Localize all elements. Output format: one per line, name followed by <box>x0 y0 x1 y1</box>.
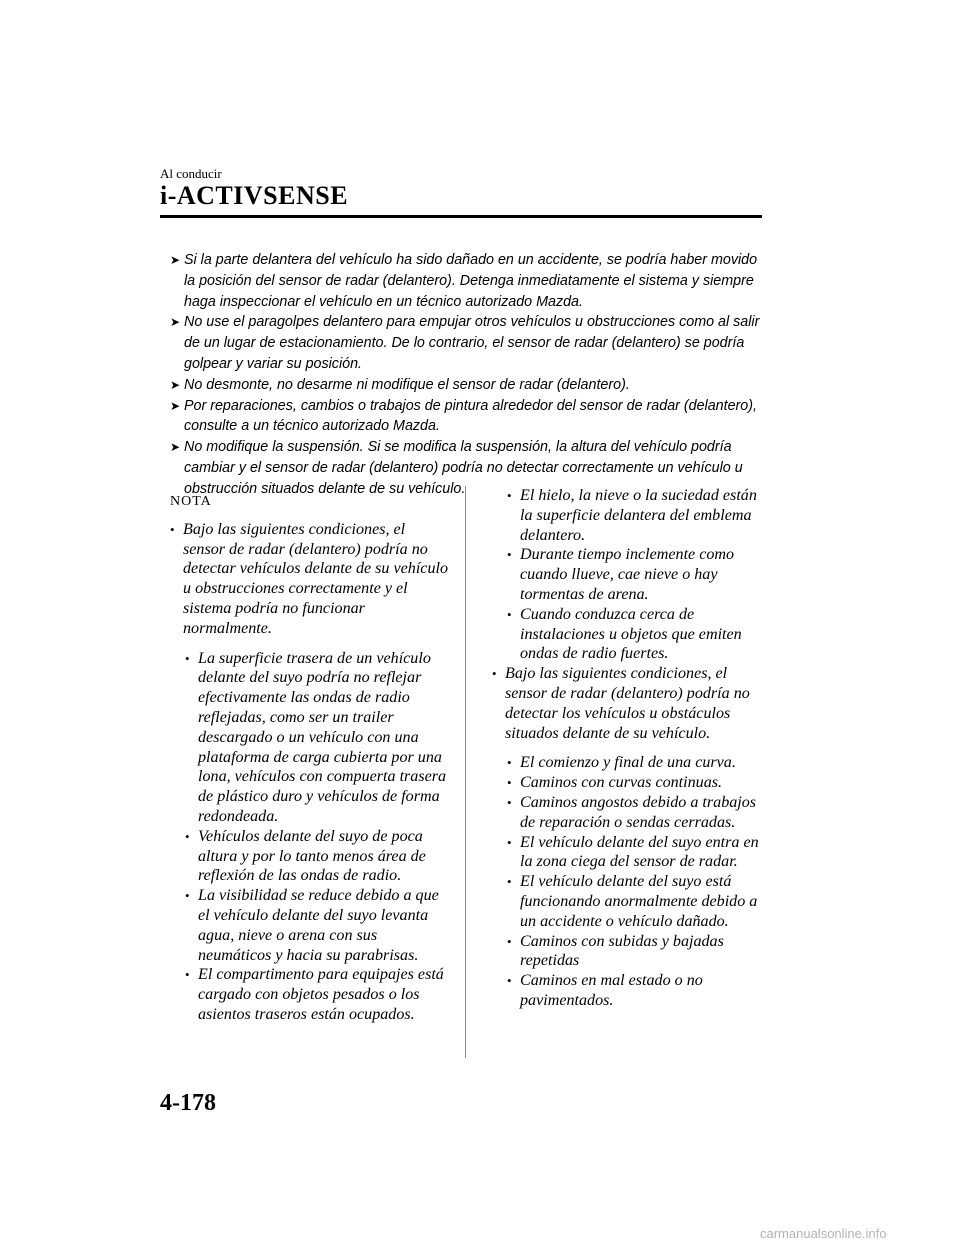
note-right-column <box>492 486 767 1011</box>
note-item <box>492 664 767 743</box>
warning-text: Por reparaciones, cambios o trabajos de pintura alrededor del sensor de radar (delantero), consulte a un técnico autorizado Mazda. <box>184 397 757 435</box>
title-divider <box>160 215 762 218</box>
note-subitem-text: Vehículos delante del suyo de poca altura y por lo tanto menos área de reflexión de las ondas de radio. <box>198 827 426 885</box>
page-title: i-ACTIVSENSE <box>160 181 349 210</box>
warning-text: No modifique la suspensión. Si se modifica la suspensión, la altura del vehículo podría cambiar y el sensor de radar (delantero) podría no detectar correctamente un vehículo u obstrucción situados delante de su vehículo. <box>184 439 743 497</box>
warning-text: No use el paragolpes delantero para empujar otros vehículos u obstrucciones como al salir de un lugar de estacionamiento. De lo contrario, el sensor de radar (delantero) se podría golpear y variar su posición. <box>184 314 760 372</box>
dot-bullet-icon: • <box>185 650 190 666</box>
note-subitem <box>507 833 767 873</box>
dot-bullet-icon: • <box>507 794 512 810</box>
arrow-bullet-icon: ➤ <box>170 315 181 330</box>
warning-item <box>160 312 765 374</box>
dot-bullet-icon: • <box>185 967 190 983</box>
note-subitem-text: Caminos con subidas y bajadas repetidas <box>520 932 724 970</box>
note-subitem-text: El vehículo delante del suyo entra en la zona ciega del sensor de radar. <box>520 833 759 871</box>
dot-bullet-icon: • <box>507 775 512 791</box>
dot-bullet-icon: • <box>507 973 512 989</box>
arrow-bullet-icon: ➤ <box>170 398 181 413</box>
note-subitem-text: Durante tiempo inclemente como cuando llueve, cae nieve o hay tormentas de arena. <box>520 546 735 603</box>
note-subitem <box>185 827 450 886</box>
note-subitem-text: El comienzo y final de una curva. <box>520 754 736 772</box>
dot-bullet-icon: • <box>507 488 512 503</box>
dot-bullet-icon: • <box>492 666 497 682</box>
note-subitem <box>507 773 767 793</box>
warning-item <box>160 250 765 312</box>
watermark: carmanualsonline.info <box>760 1226 887 1241</box>
note-subitem-text: El vehículo delante del suyo está funcionando anormalmente debido a un accidente o vehículo dañado. <box>520 873 758 930</box>
warning-item <box>160 396 765 438</box>
note-subitem <box>507 753 767 773</box>
note-subitem <box>507 971 767 1011</box>
note-label: NOTA <box>170 494 212 509</box>
arrow-bullet-icon: ➤ <box>170 377 181 392</box>
dot-bullet-icon: • <box>185 888 190 904</box>
warning-list <box>160 250 765 500</box>
note-subitem <box>185 649 450 827</box>
arrow-bullet-icon: ➤ <box>170 440 181 455</box>
note-subitem <box>507 932 767 972</box>
note-left-column <box>170 488 450 1025</box>
warning-text: No desmonte, no desarme ni modifique el sensor de radar (delantero). <box>184 376 630 393</box>
dot-bullet-icon: • <box>507 755 512 771</box>
note-subitem-text: Caminos en mal estado o no pavimentados. <box>520 972 703 1009</box>
dot-bullet-icon: • <box>507 606 512 622</box>
note-subitem-text: El hielo, la nieve o la suciedad están la superficie delantera del emblema delantero. <box>520 487 757 544</box>
note-subitem <box>507 872 767 931</box>
note-subitem <box>507 545 767 604</box>
warning-item <box>160 375 765 396</box>
dot-bullet-icon: • <box>185 828 190 844</box>
note-subitem-text: Cuando conduzca cerca de instalaciones u objetos que emiten ondas de radio fuertes. <box>520 605 742 663</box>
note-item-text: Bajo las siguientes condiciones, el sensor de radar (delantero) podría no detectar los vehículos u obstáculos situados delante de su vehículo. <box>505 665 750 742</box>
dot-bullet-icon: • <box>507 547 512 563</box>
note-subitem <box>507 486 767 545</box>
note-subitem <box>507 605 767 664</box>
dot-bullet-icon: • <box>507 874 512 890</box>
arrow-bullet-icon: ➤ <box>170 253 181 267</box>
note-item <box>170 520 450 639</box>
dot-bullet-icon: • <box>507 834 512 850</box>
note-subitem <box>185 965 450 1024</box>
page-number: 4-178 <box>160 1090 216 1116</box>
dot-bullet-icon: • <box>507 933 512 949</box>
note-subitem-text: Caminos angostos debido a trabajos de reparación o sendas cerradas. <box>520 793 757 831</box>
note-subitem-text: Caminos con curvas continuas. <box>520 774 723 792</box>
note-subitem <box>185 886 450 965</box>
note-subitem-text: El compartimento para equipajes está cargado con objetos pesados o los asientos traseros están ocupados. <box>198 966 444 1023</box>
note-subitem <box>507 793 767 833</box>
note-item-text: Bajo las siguientes condiciones, el sensor de radar (delantero) podría no detectar vehículos delante de su vehículo u obstrucciones correctamente y el sistema podría no funcionar normalmente. <box>183 520 449 637</box>
warning-text: Si la parte delantera del vehículo ha sido dañado en un accidente, se podría haber movido la posición del sensor de radar (delantero). Detenga inmediatamente el sistema y siempre haga inspeccionar el vehículo en un técnico autorizado Mazda. <box>184 252 758 310</box>
section-label: Al conducir <box>160 166 222 181</box>
note-subitem-text: La visibilidad se reduce debido a que el vehículo delante del suyo levanta agua, nieve o arena con sus neumáticos y hacia su parabrisas. <box>198 887 439 964</box>
column-divider <box>465 486 466 1058</box>
note-subitem-text: La superficie trasera de un vehículo delante del suyo podría no reflejar efectivamente las ondas de radio reflejadas, como ser un trailer descargado o un vehículo con una plataforma de carga cubierta por una lona, vehículos con compuerta trasera de plástico duro y vehículos de forma redondeada. <box>198 649 447 825</box>
dot-bullet-icon: • <box>170 521 175 537</box>
